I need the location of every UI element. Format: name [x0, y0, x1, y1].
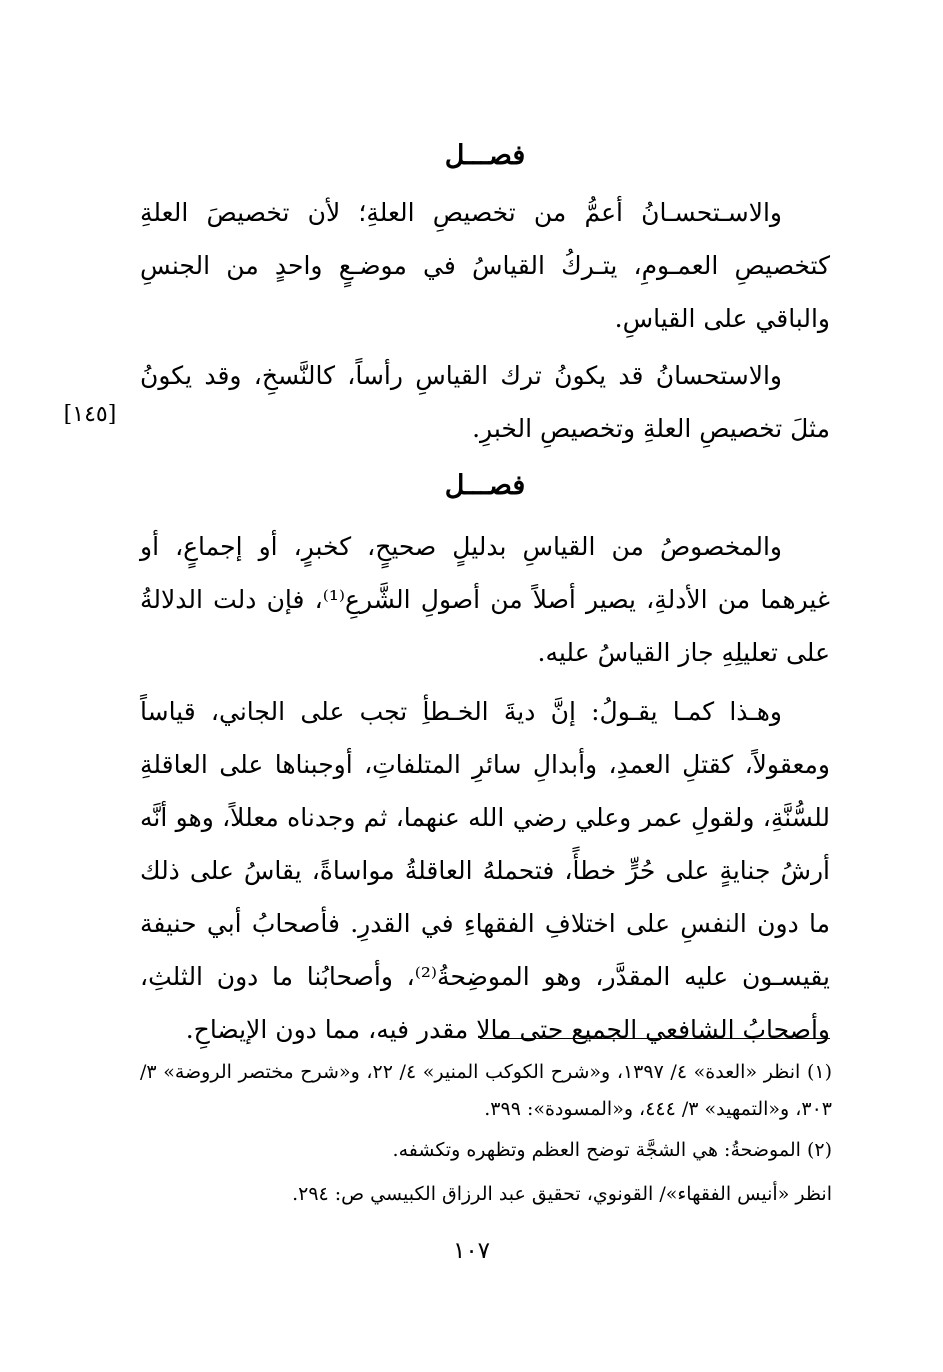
- margin-page-reference: [١٤٥]: [63, 402, 117, 427]
- section-heading: فصـــل: [444, 470, 526, 501]
- footnote: انظر «أنيس الفقهاء»/ القونوي، تحقيق عبد الرزاق الكبيسي ص: ٢٩٤.: [292, 1183, 832, 1205]
- footnote: (٢) الموضحةُ: هي الشجَّة توضح العظم وتظهره وتكشفه.: [392, 1139, 832, 1161]
- footnote: (١) انظر «العدة» ٤/ ١٣٩٧، و«شرح الكوكب المنير» ٤/ ٢٢، و«شرح مختصر الروضة» ٣/ ٣٠٣، و«التمهيد» ٣/ ٤٤٤، و«المسودة»: ٣٩٩.: [140, 1061, 832, 1120]
- paragraph: والاسـتحسـانُ أعمُّ من تخصيصِ العلةِ؛ لأن تخصيصَ العلةِ كتخصيصِ العمـومِ، يتـركُ القياسُ في موضـعٍ واحدٍ من الجنسِ والباقي على القياسِ.: [140, 198, 830, 333]
- paragraph: والمخصوصُ من القياسِ بدليلٍ صحيحٍ، كخبرٍ، أو إجماعٍ، أو غيرهما من الأدلةِ، يصير أصلاً من أصولِ الشَّرعِ⁽¹⁾، فإن دلت الدلالةُ على تعليلِهِ جاز القياسُ عليه.: [140, 532, 830, 667]
- section-1-body: [140, 186, 830, 455]
- section-heading: فصـــل: [444, 140, 526, 171]
- page-number: ١٠٧: [452, 1238, 491, 1264]
- footnote-divider: [480, 1038, 830, 1039]
- paragraph: والاستحسانُ قد يكونُ ترك القياسِ رأساً، كالنَّسخِ، وقد يكونُ مثلَ تخصيصِ العلةِ وتخصيصِ الخبرِ.: [140, 361, 830, 443]
- paragraph: وهـذا كمـا يقـولُ: إنَّ ديةَ الخـطأِ تجب على الجاني، قياساً ومعقولاً، كقتلِ العمدِ، وأبدالِ سائرِ المتلفاتِ، أوجبناها على العاقلةِ للسُّنَّةِ، ولقولِ عمر وعلي رضي الله عنهما، ثم وجدناه معللاً، وهو أنَّه أرشُ جنايةٍ على حُرٍّ خطأً، فتحملهُ العاقلةُ مواساةً، يقاسُ على ذلك ما دون النفسِ على اختلافِ الفقهاءِ في القدرِ. فأصحابُ أبي حنيفة يقيسـون عليه المقدَّر، وهو الموضِحةُ⁽²⁾، وأصحابُنا ما دون الثلثِ، وأصحابُ الشافعي الجميع حتى مالا مقدر فيه، مما دون الإيضاحِ.: [140, 697, 830, 1044]
- section-2-body: [140, 520, 830, 1056]
